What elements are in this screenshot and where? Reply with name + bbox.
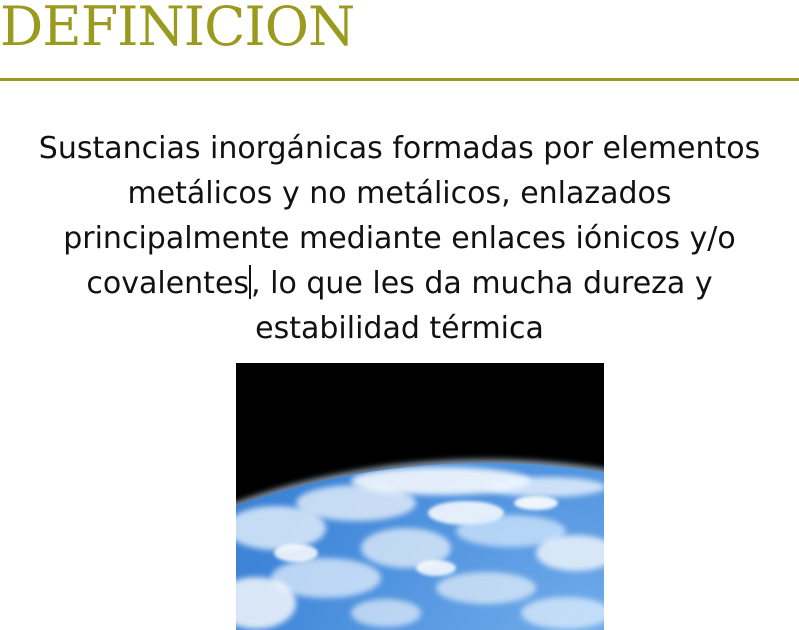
slide-title: DEFINICION [0, 0, 355, 58]
definition-line-2: metálicos y no metálicos, enlazados [127, 176, 672, 211]
definition-line-4 [0, 261, 799, 306]
earth-illustration [236, 363, 604, 630]
definition-line-4-start: covalentes [86, 266, 250, 301]
definition-text[interactable] [0, 126, 799, 351]
definition-line-1: Sustancias inorgánicas formadas por elementos [38, 131, 761, 166]
definition-line-4-end: , lo que les da mucha dureza y [251, 266, 713, 301]
title-underline [0, 78, 799, 81]
definition-line-3: principalmente mediante enlaces iónicos y/o [63, 221, 736, 256]
definition-line-5: estabilidad térmica [255, 311, 544, 346]
earth-from-space-image [236, 363, 604, 630]
